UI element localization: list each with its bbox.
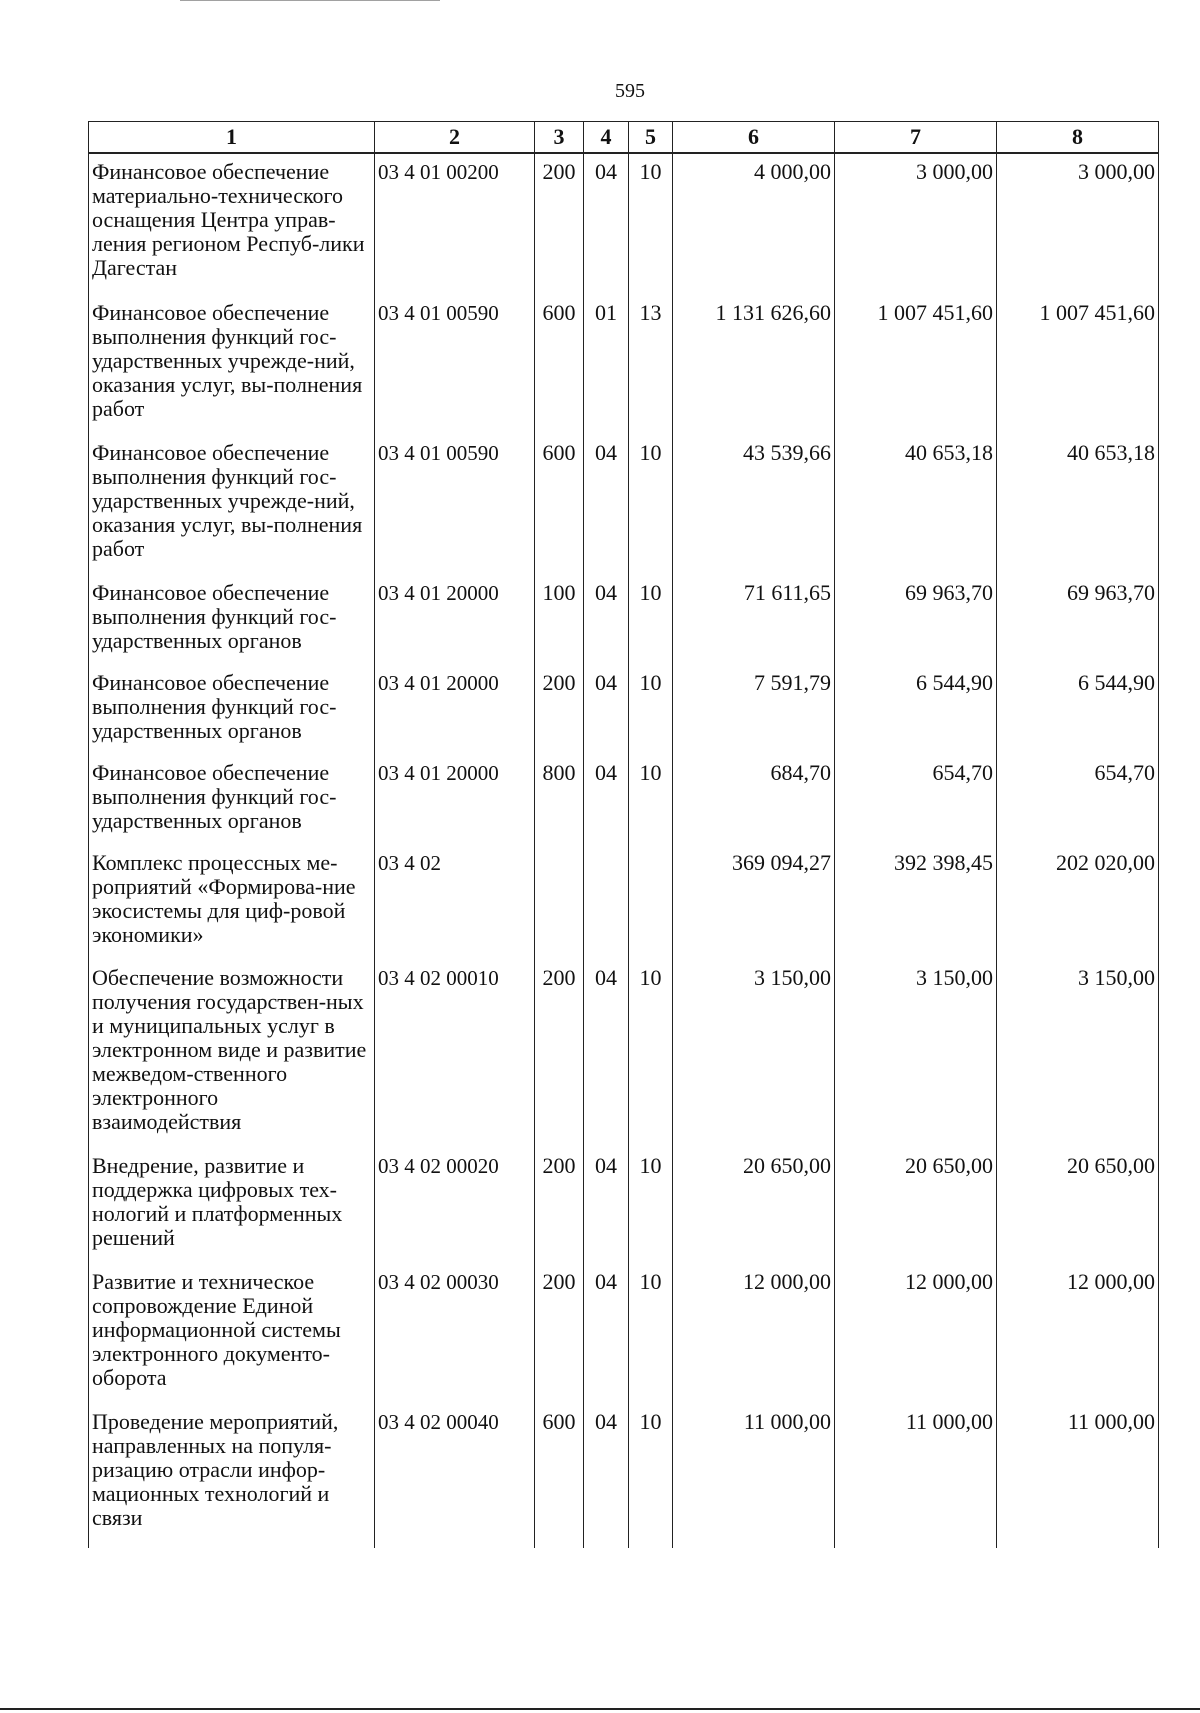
amount-col8: 3 000,00	[997, 153, 1159, 293]
amount-col6: 7 591,79	[673, 663, 835, 753]
item-name: Внедрение, развитие и поддержка цифровых тех-нологий и платформенных решений	[89, 1146, 375, 1262]
amount-col8: 40 653,18	[997, 433, 1159, 573]
amount-col8: 6 544,90	[997, 663, 1159, 753]
header-row	[89, 122, 1159, 154]
table-row	[89, 753, 1159, 843]
expense-type: 800	[535, 753, 584, 843]
amount-col6: 3 150,00	[673, 958, 835, 1146]
amount-col8: 654,70	[997, 753, 1159, 843]
target-code: 03 4 01 20000	[375, 753, 535, 843]
header-cell: 7	[835, 122, 997, 154]
table-row	[89, 843, 1159, 958]
target-code: 03 4 01 00200	[375, 153, 535, 293]
subsection-code: 10	[629, 663, 673, 753]
amount-col8: 20 650,00	[997, 1146, 1159, 1262]
amount-col6: 4 000,00	[673, 153, 835, 293]
target-code: 03 4 01 20000	[375, 663, 535, 753]
item-name: Обеспечение возможности получения государствен-ных и муниципальных услуг в электронном виде и развитие межведом-ственного электронного взаимодействия	[89, 958, 375, 1146]
amount-col8: 202 020,00	[997, 843, 1159, 958]
target-code: 03 4 02 00020	[375, 1146, 535, 1262]
table-row	[89, 293, 1159, 433]
bottom-edge-rule	[0, 1708, 1200, 1710]
amount-col7: 3 150,00	[835, 958, 997, 1146]
table-row	[89, 433, 1159, 573]
top-edge-rule	[180, 0, 440, 1]
subsection-code: 10	[629, 573, 673, 663]
amount-col7: 3 000,00	[835, 153, 997, 293]
item-name: Проведение мероприятий, направленных на популя-ризацию отрасли инфор-мационных технологий и связи	[89, 1402, 375, 1548]
subsection-code: 10	[629, 433, 673, 573]
amount-col8: 69 963,70	[997, 573, 1159, 663]
amount-col7: 1 007 451,60	[835, 293, 997, 433]
expense-type: 600	[535, 433, 584, 573]
amount-col7: 392 398,45	[835, 843, 997, 958]
section-code: 04	[584, 573, 629, 663]
amount-col6: 11 000,00	[673, 1402, 835, 1548]
amount-col7: 20 650,00	[835, 1146, 997, 1262]
header-cell: 1	[89, 122, 375, 154]
table-row	[89, 1402, 1159, 1548]
header-cell: 8	[997, 122, 1159, 154]
section-code: 04	[584, 153, 629, 293]
target-code: 03 4 01 20000	[375, 573, 535, 663]
amount-col8: 12 000,00	[997, 1262, 1159, 1402]
amount-col7: 654,70	[835, 753, 997, 843]
section-code	[584, 843, 629, 958]
target-code: 03 4 01 00590	[375, 433, 535, 573]
amount-col7: 6 544,90	[835, 663, 997, 753]
subsection-code: 10	[629, 958, 673, 1146]
section-code: 04	[584, 1262, 629, 1402]
expense-type: 600	[535, 293, 584, 433]
table-row	[89, 663, 1159, 753]
amount-col8: 3 150,00	[997, 958, 1159, 1146]
target-code: 03 4 01 00590	[375, 293, 535, 433]
table-row	[89, 1146, 1159, 1262]
subsection-code	[629, 843, 673, 958]
subsection-code: 10	[629, 753, 673, 843]
amount-col7: 11 000,00	[835, 1402, 997, 1548]
target-code: 03 4 02 00030	[375, 1262, 535, 1402]
item-name: Финансовое обеспечение выполнения функций гос-ударственных органов	[89, 573, 375, 663]
subsection-code: 10	[629, 1402, 673, 1548]
subsection-code: 10	[629, 1146, 673, 1262]
expense-type	[535, 843, 584, 958]
item-name: Финансовое обеспечение выполнения функций гос-ударственных органов	[89, 663, 375, 753]
page-number: 595	[615, 80, 645, 102]
amount-col7: 12 000,00	[835, 1262, 997, 1402]
expense-type: 200	[535, 153, 584, 293]
target-code: 03 4 02 00040	[375, 1402, 535, 1548]
expense-type: 200	[535, 1146, 584, 1262]
section-code: 01	[584, 293, 629, 433]
section-code: 04	[584, 958, 629, 1146]
amount-col6: 71 611,65	[673, 573, 835, 663]
table-row	[89, 958, 1159, 1146]
amount-col6: 1 131 626,60	[673, 293, 835, 433]
header-cell: 6	[673, 122, 835, 154]
header-cell: 2	[375, 122, 535, 154]
table-body	[89, 153, 1159, 1548]
section-code: 04	[584, 753, 629, 843]
table-row	[89, 153, 1159, 293]
amount-col8: 11 000,00	[997, 1402, 1159, 1548]
item-name: Финансовое обеспечение выполнения функций гос-ударственных учрежде-ний, оказания услуг, вы-полнения работ	[89, 433, 375, 573]
subsection-code: 13	[629, 293, 673, 433]
item-name: Развитие и техническое сопровождение Единой информационной системы электронного документо-оборота	[89, 1262, 375, 1402]
section-code: 04	[584, 1402, 629, 1548]
expense-type: 600	[535, 1402, 584, 1548]
amount-col6: 43 539,66	[673, 433, 835, 573]
amount-col7: 69 963,70	[835, 573, 997, 663]
amount-col8: 1 007 451,60	[997, 293, 1159, 433]
table-row	[89, 1262, 1159, 1402]
amount-col6: 684,70	[673, 753, 835, 843]
item-name: Финансовое обеспечение выполнения функций гос-ударственных органов	[89, 753, 375, 843]
expense-type: 200	[535, 663, 584, 753]
table-row	[89, 573, 1159, 663]
header-cell: 3	[535, 122, 584, 154]
section-code: 04	[584, 433, 629, 573]
target-code: 03 4 02	[375, 843, 535, 958]
section-code: 04	[584, 1146, 629, 1262]
subsection-code: 10	[629, 153, 673, 293]
amount-col6: 20 650,00	[673, 1146, 835, 1262]
target-code: 03 4 02 00010	[375, 958, 535, 1146]
section-code: 04	[584, 663, 629, 753]
item-name: Комплекс процессных ме-роприятий «Формирова-ние экосистемы для циф-ровой экономики»	[89, 843, 375, 958]
amount-col6: 369 094,27	[673, 843, 835, 958]
budget-table	[88, 121, 1159, 1548]
amount-col7: 40 653,18	[835, 433, 997, 573]
header-cell: 4	[584, 122, 629, 154]
item-name: Финансовое обеспечение материально-технического оснащения Центра управ-ления регионом Респуб-лики Дагестан	[89, 153, 375, 293]
expense-type: 100	[535, 573, 584, 663]
item-name: Финансовое обеспечение выполнения функций гос-ударственных учрежде-ний, оказания услуг, вы-полнения работ	[89, 293, 375, 433]
expense-type: 200	[535, 958, 584, 1146]
subsection-code: 10	[629, 1262, 673, 1402]
amount-col6: 12 000,00	[673, 1262, 835, 1402]
header-cell: 5	[629, 122, 673, 154]
expense-type: 200	[535, 1262, 584, 1402]
